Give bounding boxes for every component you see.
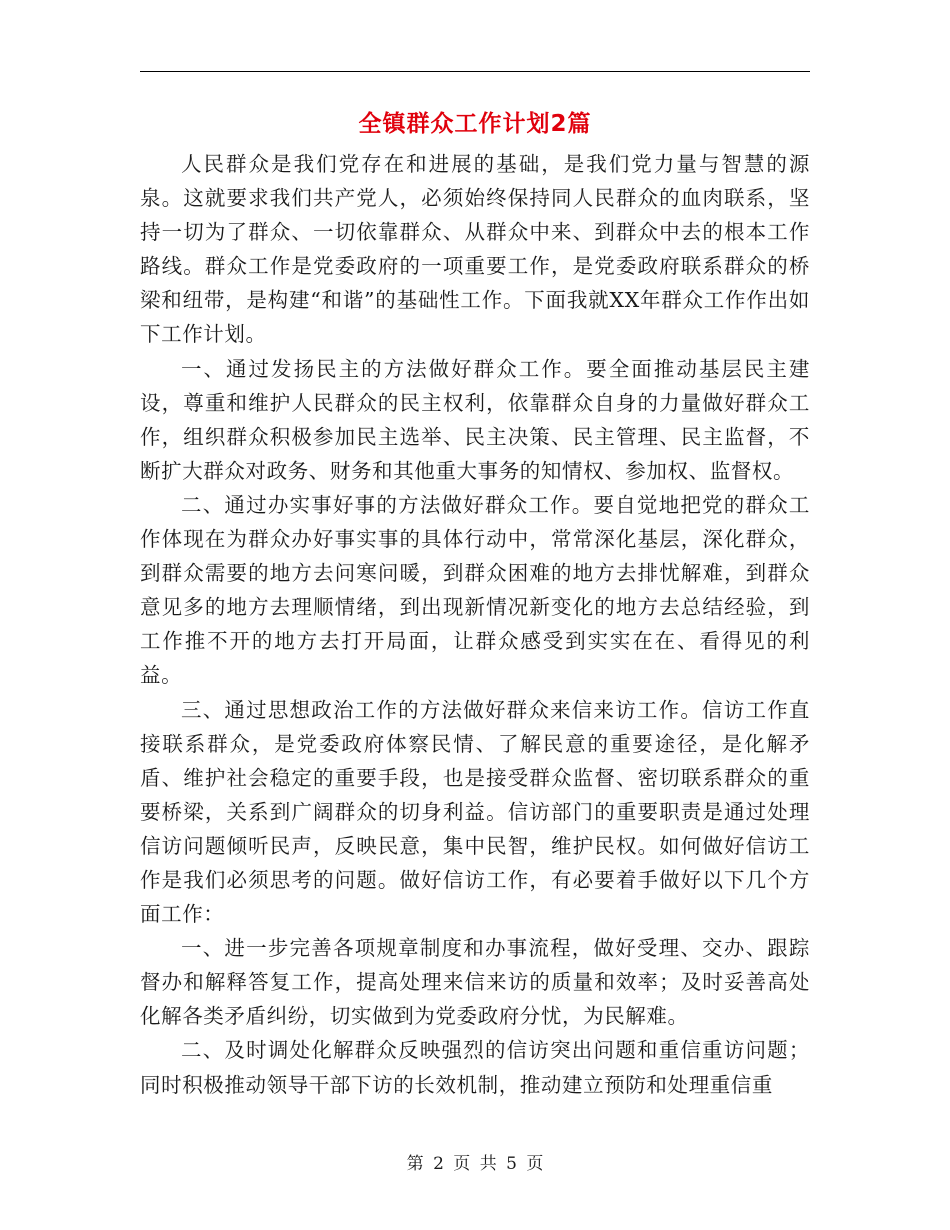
intro-paragraph: 人民群众是我们党存在和进展的基础，是我们党力量与智慧的源泉。这就要求我们共产党人，必须始终保持同人民群众的血肉联系，坚持一切为了群众、一切依靠群众、从群众中来、到群众中去的根本工作路线。群众工作是党委政府的一项重要工作，是党委政府联系群众的桥梁和纽带，是构建“和谐”的基础性工作。下面我就XX年群众工作作出如下工作计划。 xyxy=(140,152,810,347)
paragraph-practical-work: 二、通过办实事好事的方法做好群众工作。要自觉地把党的群众工作体现在为群众办好事实事的具体行动中，常常深化基层，深化群众，到群众需要的地方去问寒问暖，到群众困难的地方去排忧解难，到群众意见多的地方去理顺情绪，到出现新情况新变化的地方去总结经验，到工作推不开的地方去打开局面，让群众感受到实实在在、看得见的利益。 xyxy=(140,492,810,688)
page-number-footer: 第 2 页 共 5 页 xyxy=(406,1154,544,1174)
document-body xyxy=(140,147,810,1102)
paragraph-petition-work: 三、通过思想政治工作的方法做好群众来信来访工作。信访工作直接联系群众，是党委政府体察民情、了解民意的重要途径，是化解矛盾、维护社会稳定的重要手段，也是接受群众监督、密切联系群众的重要桥梁，关系到广阔群众的切身利益。信访部门的重要职责是通过处理信访问题倾听民声，反映民意，集中民智，维护民权。如何做好信访工作是我们必须思考的问题。做好信访工作，有必要着手做好以下几个方面工作： xyxy=(140,697,810,927)
paragraph-repeat-petitions: 二、及时调处化解群众反映强烈的信访突出问题和重信重访问题；同时积极推动领导干部下访的长效机制，推动建立预防和处理重信重 xyxy=(140,1038,810,1097)
paragraph-democracy: 一、通过发扬民主的方法做好群众工作。要全面推动基层民主建设，尊重和维护人民群众的民主权利，依靠群众自身的力量做好群众工作，组织群众积极参加民主选举、民主决策、民主管理、民主监督，不断扩大群众对政务、财务和其他重大事务的知情权、参加权、监督权。 xyxy=(140,356,810,483)
document-title: 全镇群众工作计划2篇 xyxy=(358,111,592,137)
paragraph-rules-and-procedures: 一、进一步完善各项规章制度和办事流程，做好受理、交办、跟踪督办和解释答复工作，提高处理来信来访的质量和效率；及时妥善高处化解各类矛盾纠纷，切实做到为党委政府分忧，为民解难。 xyxy=(140,936,810,1029)
header-rule xyxy=(140,71,810,72)
